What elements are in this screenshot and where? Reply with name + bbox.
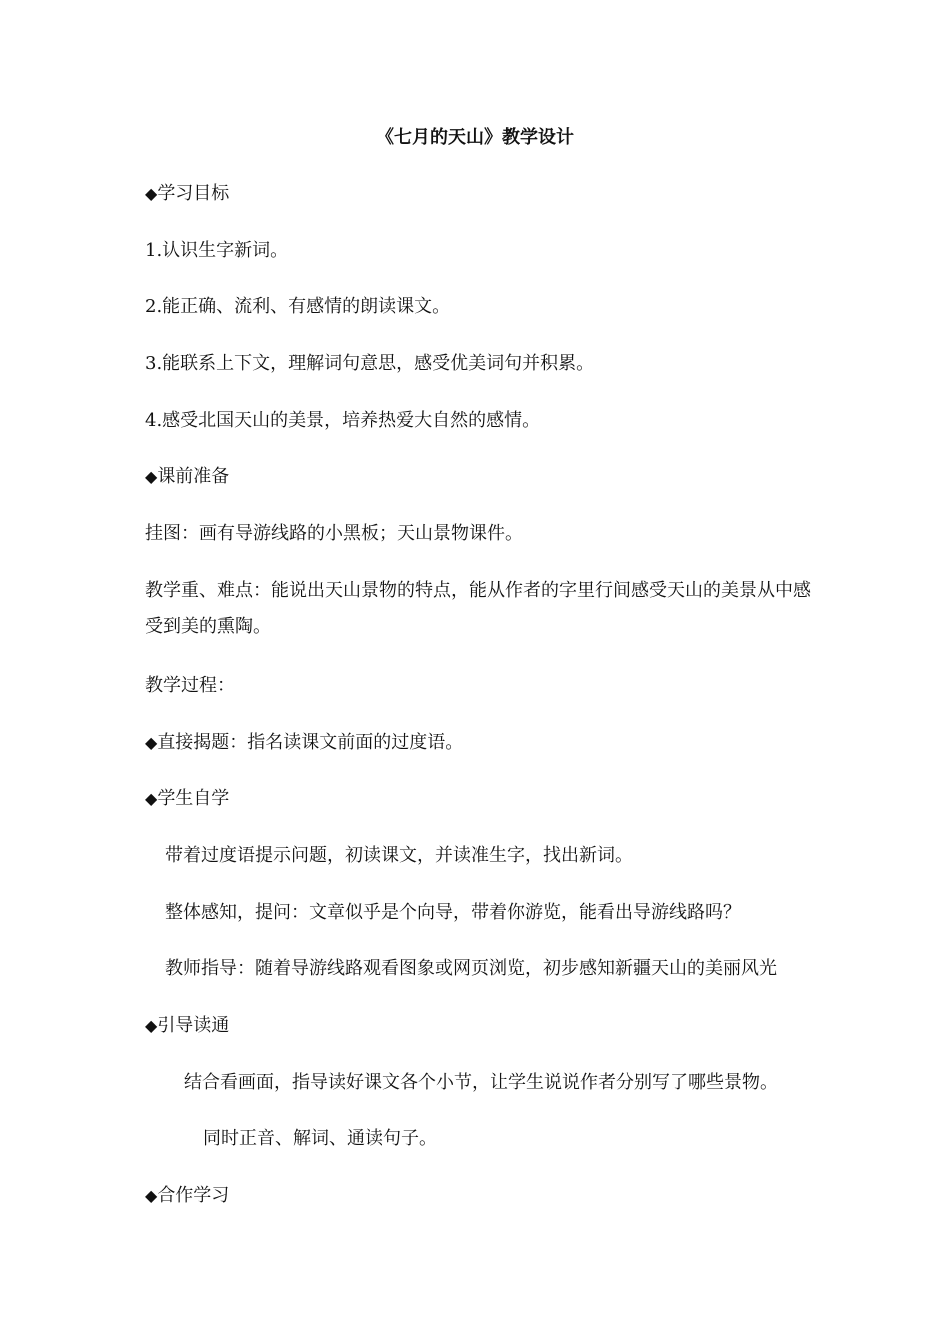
- key-points-paragraph: 教学重、难点：能说出天山景物的特点，能从作者的字里行间感受天山的美景从中感受到美的熏陶。: [145, 580, 811, 637]
- step3-item: 同时正音、解词、通读句子。: [203, 1128, 437, 1149]
- goal-item: 4.感受北国天山的美景，培养热爱大自然的感情。: [145, 410, 541, 431]
- diamond-bullet-icon: ◆: [145, 733, 158, 752]
- diamond-bullet-icon: ◆: [145, 1186, 158, 1205]
- goals-heading-text: 学习目标: [157, 183, 230, 204]
- step1-line: [145, 729, 463, 757]
- step3-heading: [145, 1012, 229, 1040]
- goals-heading: [145, 180, 229, 208]
- step4-heading: [145, 1182, 229, 1210]
- document-title: 《七月的天山》教学设计: [376, 127, 574, 148]
- diamond-bullet-icon: ◆: [145, 1016, 158, 1035]
- goal-item: 1.认识生字新词。: [145, 240, 289, 261]
- step3-heading-text: 引导读通: [157, 1015, 230, 1036]
- step2-item: 整体感知，提问：文章似乎是个向导，带着你游览，能看出导游线路吗？: [165, 902, 741, 923]
- process-heading: 教学过程：: [145, 675, 235, 696]
- step4-heading-text: 合作学习: [157, 1185, 230, 1206]
- prep-heading: [145, 463, 229, 491]
- diamond-bullet-icon: ◆: [145, 467, 158, 486]
- step2-item: 教师指导：随着导游线路观看图象或网页浏览，初步感知新疆天山的美丽风光: [165, 958, 777, 979]
- step1-text: 直接揭题：指名读课文前面的过度语。: [157, 732, 464, 753]
- step3-item: 结合看画面，指导读好课文各个小节，让学生说说作者分别写了哪些景物。: [184, 1072, 778, 1093]
- step2-heading-text: 学生自学: [157, 788, 230, 809]
- prep-text: 挂图：画有导游线路的小黑板；天山景物课件。: [145, 523, 523, 544]
- diamond-bullet-icon: ◆: [145, 789, 158, 808]
- step2-item: 带着过度语提示问题，初读课文，并读准生字，找出新词。: [165, 845, 633, 866]
- step2-heading: [145, 785, 229, 813]
- diamond-bullet-icon: ◆: [145, 184, 158, 203]
- goal-item: 2.能正确、流利、有感情的朗读课文。: [145, 296, 451, 317]
- prep-heading-text: 课前准备: [157, 466, 230, 487]
- goal-item: 3.能联系上下文，理解词句意思，感受优美词句并积累。: [145, 353, 595, 374]
